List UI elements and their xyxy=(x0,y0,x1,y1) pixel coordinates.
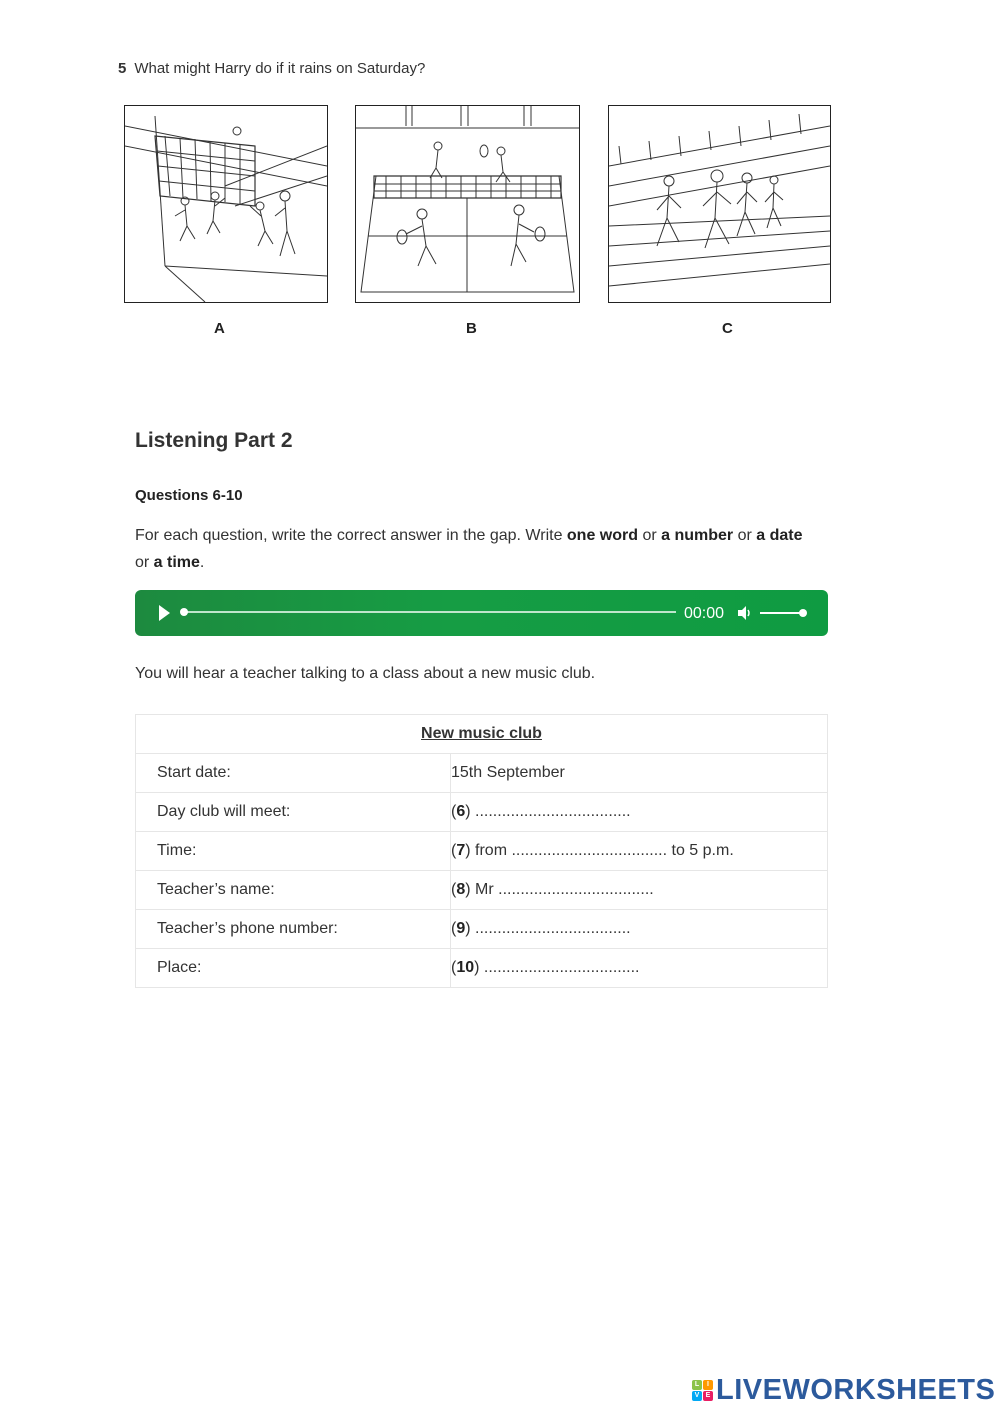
option-a-picture[interactable] xyxy=(124,105,328,303)
gap-suffix: to 5 p.m. xyxy=(667,842,734,859)
question-number: 7 xyxy=(456,842,466,859)
table-row xyxy=(136,949,828,988)
volume-icon[interactable] xyxy=(737,605,753,621)
instruction-bold: one word xyxy=(566,527,639,544)
row-value: 15th September xyxy=(451,754,828,793)
gap-dots[interactable]: ................................... xyxy=(483,959,640,976)
row-label: Day club will meet: xyxy=(136,793,451,832)
answer-gap-10[interactable]: (10) ................................... xyxy=(451,949,828,988)
volume-slider[interactable] xyxy=(760,612,802,614)
progress-bar[interactable] xyxy=(184,611,676,613)
gap-dots[interactable]: ................................... xyxy=(511,842,668,859)
instruction-text: or xyxy=(733,527,757,544)
option-c-picture[interactable] xyxy=(608,105,831,303)
question-5 xyxy=(118,60,425,77)
play-icon[interactable] xyxy=(159,605,170,621)
answer-gap-8[interactable]: (8) Mr ................................... xyxy=(451,871,828,910)
gap-dots[interactable]: ................................... xyxy=(475,803,631,820)
progress-handle[interactable] xyxy=(180,608,188,616)
logo-mark-letter: I xyxy=(703,1380,713,1390)
section-heading: Listening Part 2 xyxy=(135,429,293,452)
row-label: Teacher’s name: xyxy=(136,871,451,910)
table-title: New music club xyxy=(136,715,828,754)
table-row xyxy=(136,910,828,949)
row-label: Place: xyxy=(136,949,451,988)
question-number: 10 xyxy=(456,959,475,976)
table-row xyxy=(136,793,828,832)
question-number: 5 xyxy=(118,60,127,77)
logo-mark-letter: E xyxy=(703,1391,713,1401)
table-row xyxy=(136,754,828,793)
gap-prefix: from xyxy=(475,842,512,859)
running-track-icon xyxy=(609,106,830,302)
logo-mark-letter: L xyxy=(692,1380,702,1390)
instructions xyxy=(135,522,835,576)
row-label: Time: xyxy=(136,832,451,871)
answer-gap-7[interactable]: (7) from ................................... to 5 p.m. xyxy=(451,832,828,871)
logo-mark-icon xyxy=(692,1380,713,1401)
gap-dots[interactable]: ................................... xyxy=(475,920,631,937)
question-number: 8 xyxy=(456,881,466,898)
row-label: Teacher’s phone number: xyxy=(136,910,451,949)
option-b-picture[interactable] xyxy=(355,105,580,303)
instruction-text: For each question, write the correct answer in the gap. Write xyxy=(135,527,567,544)
instruction-text: or xyxy=(135,554,154,571)
gap-dots[interactable]: ................................... xyxy=(498,881,654,898)
instruction-bold: a time xyxy=(153,554,200,571)
option-b-letter: B xyxy=(466,320,477,337)
time-readout: 00:00 xyxy=(684,605,725,622)
answer-gap-6[interactable]: (6) ................................... xyxy=(451,793,828,832)
questions-range: Questions 6-10 xyxy=(135,487,243,504)
question-number: 9 xyxy=(456,920,466,937)
table-row xyxy=(136,832,828,871)
table-header-row xyxy=(136,715,828,754)
answer-gap-9[interactable]: (9) ................................... xyxy=(451,910,828,949)
logo-mark-letter: V xyxy=(692,1391,702,1401)
option-c-letter: C xyxy=(722,320,733,337)
question-number: 6 xyxy=(456,803,466,820)
music-club-table xyxy=(135,714,828,988)
volleyball-icon xyxy=(125,106,327,302)
row-label: Start date: xyxy=(136,754,451,793)
option-a-letter: A xyxy=(214,320,225,337)
liveworksheets-logo xyxy=(692,1375,995,1405)
table-row xyxy=(136,871,828,910)
volume-handle[interactable] xyxy=(799,609,807,617)
question-text: What might Harry do if it rains on Saturday? xyxy=(134,60,426,77)
instruction-bold: a date xyxy=(756,527,803,544)
audio-player xyxy=(135,590,828,636)
instruction-text: or xyxy=(638,527,662,544)
instruction-text: . xyxy=(199,554,205,571)
gap-prefix: Mr xyxy=(475,881,499,898)
intro-text: You will hear a teacher talking to a class about a new music club. xyxy=(135,665,596,682)
instruction-bold: a number xyxy=(661,527,734,544)
badminton-icon xyxy=(356,106,579,302)
brand-name: LIVEWORKSHEETS xyxy=(716,1373,996,1406)
